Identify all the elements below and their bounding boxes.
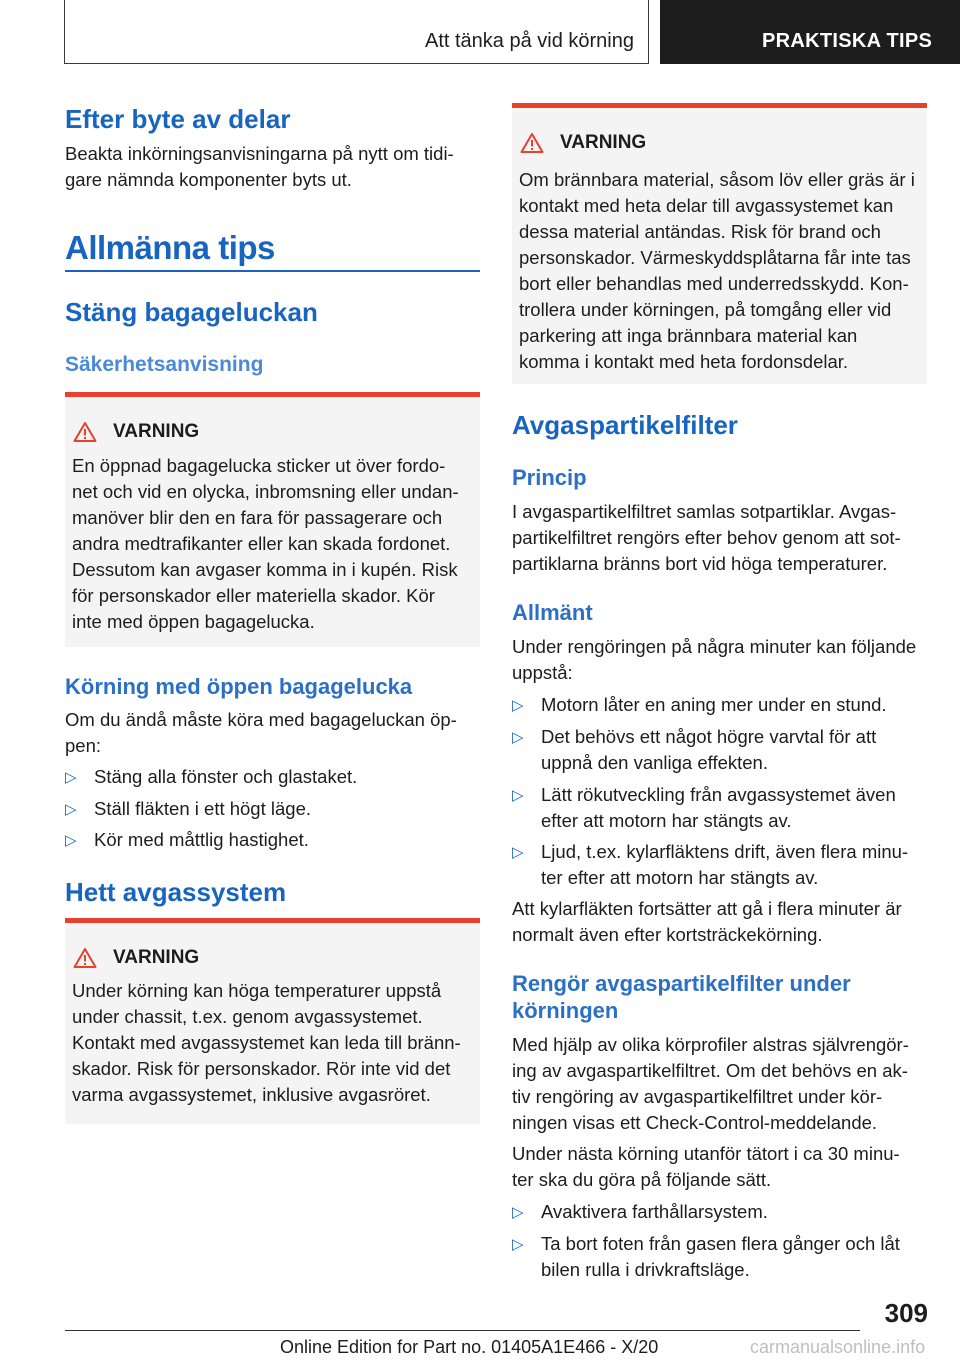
- close-trunk-heading: Stäng bagageluckan: [65, 297, 318, 327]
- triangle-bullet-icon: ▷: [512, 1236, 524, 1253]
- warning-text-line: kontakt med heta delar till avgassystemet kan: [519, 195, 894, 216]
- warning-text-line: komma i kontakt med heta fordonsdelar.: [519, 351, 849, 372]
- header-chapter-title: PRAKTISKA TIPS: [762, 30, 933, 52]
- warning-text-line: net och vid en olycka, inbromsning eller undan-: [72, 481, 459, 502]
- general-after-line: Att kylarfläkten fortsätter att gå i flera minuter är: [512, 898, 902, 919]
- general-tips-heading: Allmänna tips: [65, 229, 275, 266]
- clean-text-line: ningen visas ett Check-Control-meddelande.: [512, 1112, 878, 1133]
- warning-box-trunk: [65, 392, 480, 647]
- triangle-bullet-icon: ▷: [512, 787, 524, 804]
- warning-box-flammable: [512, 103, 927, 384]
- warning-text-line: Under körning kan höga temperaturer uppstå: [72, 980, 442, 1001]
- warning-text-line: trollera under körningen, på tomgång eller vid: [519, 299, 892, 320]
- warning-text-line: parkering att inga brännbara material kan: [519, 325, 858, 346]
- hot-exhaust-heading: Hett avgassystem: [65, 877, 287, 907]
- warning-text-line: bort eller behandlas med underredsskydd. Kon-: [519, 273, 909, 294]
- after-parts-text-2: gare nämnda komponenter byts ut.: [65, 169, 352, 190]
- triangle-bullet-icon: ▷: [512, 844, 524, 861]
- general-heading: Allmänt: [512, 600, 593, 625]
- warning-box-exhaust: [65, 918, 480, 1124]
- warning-text-line: Om brännbara material, såsom löv eller gräs är i: [519, 169, 915, 190]
- principle-text-line: partikelfiltret rengörs efter behov genom att sot-: [512, 527, 901, 548]
- warning-text-line: En öppnad bagagelucka sticker ut över fordo-: [72, 455, 446, 476]
- triangle-bullet-icon: ▷: [65, 769, 77, 786]
- warning-text-line: dessa material antändas. Risk för brand och: [519, 221, 881, 242]
- warning-label: VARNING: [560, 132, 647, 153]
- warning-label: VARNING: [113, 947, 200, 968]
- triangle-bullet-icon: ▷: [512, 729, 524, 746]
- heading-rule: [65, 270, 480, 272]
- warning-text-line: manöver blir den en fara för passagerare och: [72, 507, 443, 528]
- warning-header: [520, 132, 646, 154]
- warning-triangle-icon: [73, 947, 97, 969]
- clean-text-line: tiv rengöring av avgaspartikelfiltret under kör-: [512, 1086, 883, 1107]
- principle-text-line: I avgaspartikelfiltret samlas sotpartiklar. Avgas-: [512, 501, 897, 522]
- footer-rule: [65, 1330, 860, 1331]
- particle-filter-heading: Avgaspartikelfilter: [512, 410, 738, 440]
- next-text-line: Under nästa körning utanför tätort i ca 30 minu-: [512, 1143, 900, 1164]
- page-number: 309: [884, 1298, 928, 1328]
- warning-text-line: andra medtrafikanter eller kan skada fordonet.: [72, 533, 451, 554]
- warning-text-line: inte med öppen bagagelucka.: [72, 611, 315, 632]
- open-trunk-text-2: pen:: [65, 735, 102, 756]
- warning-text-line: Dessutom kan avgaser komma in i kupén. Risk: [72, 559, 458, 580]
- warning-text-line: för personskador eller materiella skador. Kör: [72, 585, 435, 606]
- footer-edition: Online Edition for Part no. 01405A1E466 - X/20: [280, 1337, 659, 1357]
- triangle-bullet-icon: ▷: [512, 1204, 524, 1221]
- after-parts-text-1: Beakta inkörningsanvisningarna på nytt om tidi-: [65, 143, 454, 164]
- principle-heading: Princip: [512, 465, 587, 490]
- warning-triangle-icon: [520, 132, 544, 154]
- header-chapter-box: [660, 0, 960, 64]
- warning-text-line: skador. Risk för personskador. Rör inte vid det: [72, 1058, 451, 1079]
- header-section-box: [64, 0, 649, 64]
- principle-text-line: partiklarna bränns bort vid höga temperaturer.: [512, 553, 888, 574]
- triangle-bullet-icon: ▷: [65, 801, 77, 818]
- footer-watermark: carmanualsonline.info: [750, 1337, 926, 1357]
- warning-label: VARNING: [113, 421, 200, 442]
- warning-triangle-icon: [73, 421, 97, 443]
- general-text-line: Under rengöringen på några minuter kan följande: [512, 636, 917, 657]
- warning-text-line: under chassit, t.ex. genom avgassystemet.: [72, 1006, 423, 1027]
- clean-heading-line: Rengör avgaspartikelfilter under: [512, 971, 851, 996]
- open-trunk-text-1: Om du ändå måste köra med bagageluckan öp-: [65, 709, 457, 730]
- after-parts-heading: Efter byte av delar: [65, 104, 291, 134]
- triangle-bullet-icon: ▷: [512, 697, 524, 714]
- warning-header: [73, 947, 199, 969]
- clean-text-line: Med hjälp av olika körprofiler alstras självrengör-: [512, 1034, 909, 1055]
- safety-heading: Säkerhetsanvisning: [65, 353, 264, 376]
- next-text-line: ter ska du göra på följande sätt.: [512, 1169, 772, 1190]
- general-after-line: normalt även efter kortsträckekörning.: [512, 924, 823, 945]
- warning-text-line: varma avgassystemet, inklusive avgasröret.: [72, 1084, 431, 1105]
- open-trunk-heading: Körning med öppen bagagelucka: [65, 674, 413, 699]
- header-section-title: Att tänka på vid körning: [424, 30, 634, 52]
- warning-header: [73, 421, 199, 443]
- warning-text-line: Kontakt med avgassystemet kan leda till bränn-: [72, 1032, 461, 1053]
- triangle-bullet-icon: ▷: [65, 832, 77, 849]
- clean-heading-line: körningen: [512, 998, 619, 1023]
- general-text-line: uppstå:: [512, 662, 573, 683]
- warning-text-line: personskador. Värmeskyddsplåtarna får inte tas: [519, 247, 911, 268]
- clean-text-line: ing av avgaspartikelfiltret. Om det behövs en ak-: [512, 1060, 908, 1081]
